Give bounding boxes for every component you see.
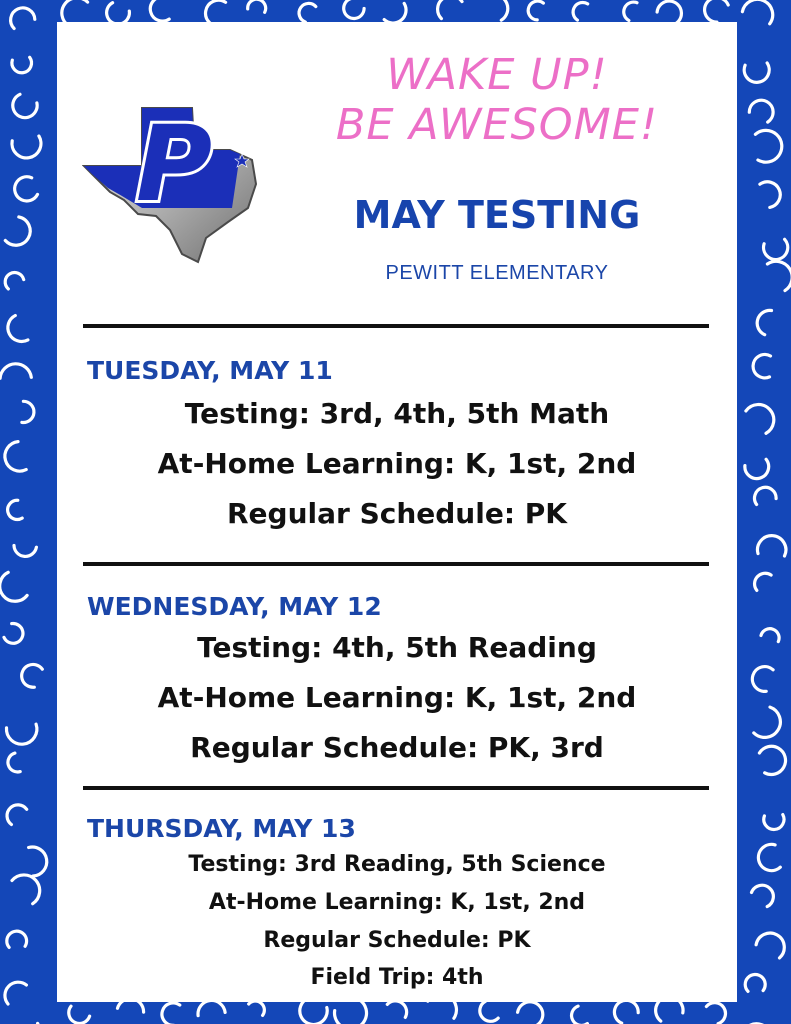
divider — [83, 324, 709, 328]
arc-decoration — [755, 487, 777, 504]
arc-decoration — [438, 0, 462, 19]
arc-decoration — [384, 3, 406, 23]
arc-decoration — [767, 261, 791, 290]
arc-decoration — [753, 354, 770, 377]
arc-decoration — [749, 100, 773, 122]
arc-decoration — [29, 847, 47, 876]
arc-decoration — [344, 0, 364, 19]
arc-decoration — [745, 459, 769, 478]
arc-decoration — [752, 667, 773, 692]
arc-decoration — [528, 1, 543, 20]
arc-decoration — [624, 2, 637, 20]
arc-decoration — [4, 624, 23, 644]
arc-decoration — [752, 885, 774, 906]
logo-letter: P — [135, 104, 213, 225]
day-heading-tuesday: TUESDAY, MAY 11 — [87, 356, 333, 385]
arc-decoration — [12, 136, 41, 158]
arc-decoration — [299, 3, 316, 22]
arc-decoration — [198, 1000, 225, 1015]
arc-decoration — [8, 753, 20, 772]
divider — [83, 562, 709, 566]
arc-decoration — [5, 442, 26, 472]
arc-decoration — [8, 500, 23, 519]
arc-decoration — [0, 364, 31, 379]
arc-decoration — [8, 316, 28, 342]
day-heading-thursday: THURSDAY, MAY 13 — [87, 814, 356, 843]
divider — [83, 786, 709, 790]
arc-decoration — [0, 572, 27, 601]
arc-decoration — [5, 217, 30, 245]
arc-decoration — [150, 0, 169, 21]
arc-decoration — [745, 974, 765, 991]
schedule-line: At-Home Learning: K, 1st, 2nd — [208, 890, 586, 915]
arc-decoration — [5, 982, 26, 1004]
arc-decoration — [758, 844, 780, 870]
schedule-line: At-Home Learning: K, 1st, 2nd — [157, 681, 637, 714]
schedule-line: At-Home Learning: K, 1st, 2nd — [157, 447, 637, 480]
arc-decoration — [705, 0, 729, 22]
arc-decoration — [162, 1003, 180, 1024]
arc-decoration — [335, 1000, 367, 1024]
schedule-line: Regular Schedule: PK, 3rd — [190, 731, 604, 764]
arc-decoration — [764, 239, 788, 259]
arc-decoration — [754, 707, 781, 737]
arc-decoration — [12, 57, 32, 72]
arc-decoration — [614, 1000, 638, 1023]
arc-decoration — [746, 405, 774, 434]
arc-decoration — [706, 1003, 725, 1024]
arc-decoration — [7, 931, 27, 947]
arc-decoration — [5, 273, 24, 289]
schedule-line: Testing: 3rd, 4th, 5th Math — [184, 397, 610, 430]
arc-decoration — [69, 1006, 90, 1023]
arc-decoration — [756, 933, 784, 958]
arc-decoration — [572, 1006, 588, 1024]
school-name: PEWITT ELEMENTARY — [385, 262, 609, 284]
arc-decoration — [7, 805, 27, 825]
day-heading-wednesday: WEDNESDAY, MAY 12 — [87, 592, 382, 621]
schedule-line: Regular Schedule: PK — [263, 928, 531, 953]
arc-decoration — [755, 130, 781, 162]
arc-decoration — [15, 177, 38, 201]
arc-decoration — [6, 724, 36, 744]
arc-decoration — [387, 1001, 406, 1018]
arc-decoration — [744, 63, 769, 82]
headline-line-2: BE AWESOME! — [335, 100, 659, 150]
arc-decoration — [107, 3, 130, 24]
arc-decoration — [22, 664, 43, 687]
schedule-line: Regular Schedule: PK — [227, 497, 567, 530]
arc-decoration — [518, 1002, 543, 1024]
arc-decoration — [13, 94, 37, 117]
arc-decoration — [22, 401, 34, 422]
arc-decoration — [757, 310, 771, 334]
schedule-line: Testing: 4th, 5th Reading — [197, 631, 597, 664]
arc-decoration — [757, 536, 785, 556]
arc-decoration — [300, 999, 327, 1024]
arc-decoration — [490, 0, 507, 20]
arc-decoration — [761, 629, 779, 642]
arc-decoration — [573, 2, 588, 20]
schedule-line: Field Trip: 4th — [310, 965, 484, 990]
texas-p-logo — [82, 104, 262, 264]
arc-decoration — [248, 0, 266, 12]
arc-decoration — [755, 573, 772, 590]
arc-decoration — [11, 8, 35, 29]
arc-decoration — [14, 546, 36, 557]
arc-decoration — [480, 1001, 498, 1021]
arc-decoration — [759, 746, 785, 774]
arc-decoration — [12, 875, 40, 904]
arc-decoration — [760, 182, 780, 208]
arc-decoration — [764, 815, 784, 830]
arc-decoration — [742, 0, 772, 24]
flyer-panel — [57, 22, 737, 1002]
arc-decoration — [249, 1001, 265, 1015]
headline-line-1: WAKE UP! — [386, 50, 608, 100]
schedule-line: Testing: 3rd Reading, 5th Science — [188, 852, 606, 877]
page-title: MAY TESTING — [353, 193, 641, 237]
